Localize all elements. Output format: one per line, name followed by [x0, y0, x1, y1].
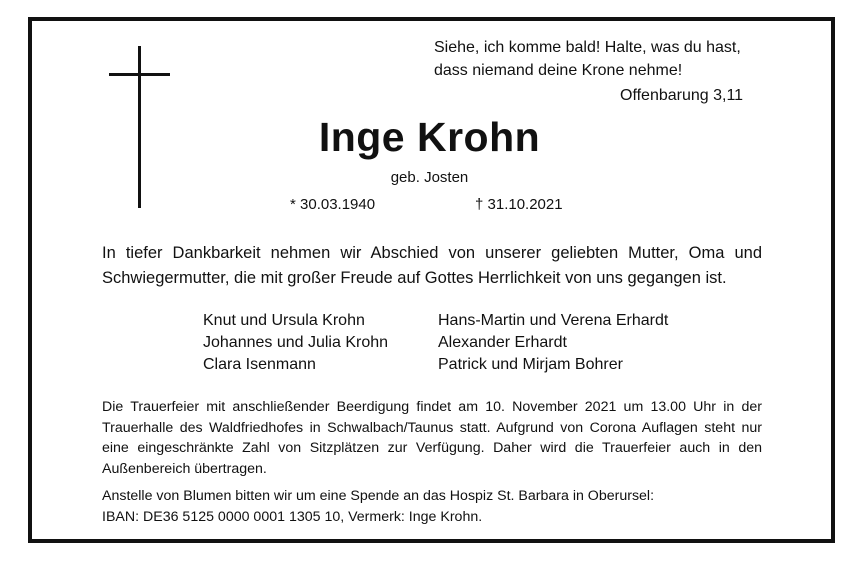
donation-info: [102, 486, 762, 527]
family-member: Patrick und Mirjam Bohrer: [438, 356, 623, 373]
deceased-name: Inge Krohn: [318, 114, 541, 160]
intro-text: In tiefer Dankbarkeit nehmen wir Abschied von unserer geliebten Mutter, Oma und Schwiegermutter, die mit großer Freude auf Gottes Herrlichkeit von uns gegangen ist.: [102, 244, 762, 287]
family-member: Alexander Erhardt: [438, 334, 567, 351]
donation-iban: IBAN: DE36 5125 0000 0001 1305 10, Vermerk: Inge Krohn.: [102, 508, 483, 525]
verse-line-1: Siehe, ich komme bald! Halte, was du hast,: [434, 39, 741, 56]
family-member: Knut und Ursula Krohn: [203, 312, 365, 329]
donation-line-1: Anstelle von Blumen bitten wir um eine Spende an das Hospiz St. Barbara in Oberursel:: [102, 488, 655, 504]
family-list-left: [203, 310, 388, 376]
cross-icon-bar: [109, 73, 170, 76]
maiden-name: geb. Josten: [390, 169, 469, 186]
family-list-right: [438, 310, 668, 376]
family-member: Clara Isenmann: [203, 356, 316, 373]
family-member: Johannes und Julia Krohn: [203, 334, 389, 351]
family-member: Hans-Martin und Verena Erhardt: [438, 312, 669, 329]
verse-reference: Offenbarung 3,11: [620, 87, 744, 104]
death-date: † 31.10.2021: [475, 196, 563, 213]
bible-verse: [434, 36, 741, 82]
birth-date: * 30.03.1940: [290, 196, 376, 213]
funeral-info: Die Trauerfeier mit anschließender Beerdigung findet am 10. November 2021 um 13.00 Uhr in der Trauerhalle des Waldfriedhofes in Schwalbach/Taunus statt. Aufgrund von Corona Auflagen steht nur eine eingeschränkte Zahl von Sitzplätzen zur Verfügung. Daher wird die Trauerfeier auch in den Außenbereich übertragen.: [102, 399, 762, 477]
verse-line-2: dass niemand deine Krone nehme!: [434, 62, 683, 79]
